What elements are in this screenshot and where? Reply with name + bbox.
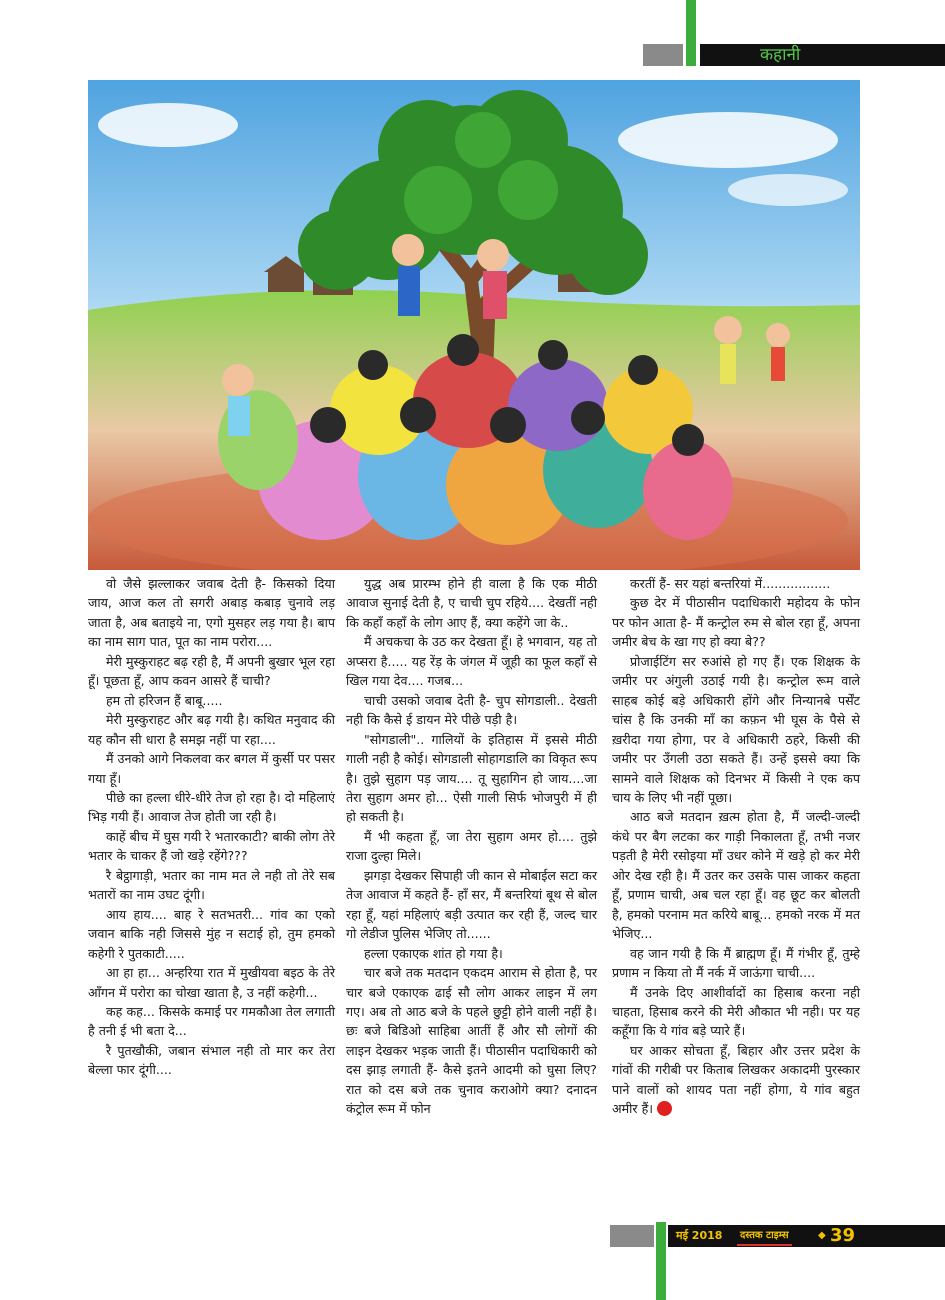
final-paragraph-text: घर आकर सोचता हूँ, बिहार और उत्तर प्रदेश के गांवों की गरीबी पर किताब लिखकर अकादमी पुरस्कार पाने वालों को शायद पता नहीं होगा, ये गांव बहुत अमीर हैं। xyxy=(612,1042,860,1117)
final-paragraph xyxy=(612,1041,860,1119)
paragraph: हम तो हरिजन हैं बाबू..... xyxy=(106,692,223,708)
paragraph: मैं उनको आगे निकलवा कर बगल में कुर्सी पर पसर गया हूँ। xyxy=(88,751,335,786)
header-green-bar xyxy=(686,0,696,66)
footer-green-bar xyxy=(656,1222,666,1300)
paragraph: "सोगडाली".. गालियों के इतिहास में इससे मीठी गाली नही है कोई। सोगडाली सोहागडालि का विकृत रूप है। तुझे सुहाग पड़ जाय.... तू सुहागिन हो जाय....जा तेरा सुहाग अमर हो... ऐसी गाली सिर्फ भोजपुरी में ही हो सकती है। xyxy=(346,731,597,825)
paragraph: रै बेट्ठागाड़ी, भतार का नाम मत ले नही तो तेरे सब भतारों का नाम उघट दूंगी। xyxy=(88,867,335,903)
header-grey-block xyxy=(643,44,683,66)
paragraph: मेरी मुस्कुराहट और बढ़ गयी है। कथित मनुवाद की यह कौन सी धारा है समझ नहीं पा रहा.... xyxy=(88,712,335,747)
paragraph: प्रोजाईटिंग सर रुआंसे हो गए हैं। एक शिक्षक के जमीर पर अंगुली उठाई गयी है। कन्ट्रोल रूम वाले साहब कोई बड़े अधिकारी होंगे और निन्यानबे पर्सेंट चांस है कि उनकी माँ का कफ़न भी घूस के पैसे से ख़रीदा गया होगा, पर वे अधिकारी ठहरे, किसी की जमीर पर उँगली उठा सकते हैं। उन्हें इससे क्या कि सामने वाले शिक्षक को दिनभर में किसी ने एक कप चाय के लिए भी नहीं पूछा। xyxy=(612,653,860,805)
paragraph: मेरी मुस्कुराहट बढ़ रही है, मैं अपनी बुखार भूल रहा हूँ। पूछता हूँ, आप कवन आसरे हैं चाची? xyxy=(88,653,335,689)
section-label: कहानी xyxy=(760,45,801,65)
paragraph: मैं अचकचा के उठ कर देखता हूँ। हे भगवान, यह तो अप्सरा है..... यह रेंड़ के जंगल में जूही का फूल कहाँ से खिल गया देव.... गजब... xyxy=(346,634,597,689)
issue-date: मई 2018 xyxy=(676,1229,723,1242)
paragraph: युद्ध अब प्रारम्भ होने ही वाला है कि एक मीठी आवाज सुनाई देती है, ए चाची चुप रहिये.... देखतीं नही कि कहाँ कहाँ के लोग आए हैं, क्या कहेंगे जा के.. xyxy=(346,576,597,630)
article-column-1 xyxy=(88,574,335,1080)
paragraph: कुछ देर में पीठासीन पदाधिकारी महोदय के फोन पर फोन आता है- मैं कन्ट्रोल रुम से बोल रहा हूँ, अपना जमीर बेच के खा गए हो क्या बे?? xyxy=(612,595,860,650)
header-black-bar xyxy=(700,44,945,66)
paragraph: हल्ला एकाएक शांत हो गया है। xyxy=(364,945,503,961)
paragraph: पीछे का हल्ला धीरे-धीरे तेज हो रहा है। दो महिलाएं भिड़ गयी हैं। आवाज तेज होती जा रही है। xyxy=(88,789,335,825)
paragraph: कह कह... किसके कमाई पर गमकौआ तेल लगाती है तनी ई भी बता दे... xyxy=(88,1003,335,1039)
paragraph: मैं उनके दिए आशीर्वादों का हिसाब करना नही चाहता, हिसाब करने की मेरी औकात भी नही। पर यह कहूँगा कि ये गांव बड़े प्यारे हैं। xyxy=(612,984,860,1039)
paragraph: चाची उसको जवाब देती है- चुप सोगडाली.. देखती नही कि कैसे ई डायन मेरे पीछे पड़ी है। xyxy=(346,692,597,728)
story-illustration xyxy=(88,80,860,570)
page-number: 39 xyxy=(830,1225,856,1246)
paragraph: मैं भी कहता हूँ, जा तेरा सुहाग अमर हो.... तुझे राजा दुल्हा मिले। xyxy=(346,828,597,864)
article-column-3 xyxy=(612,574,860,1119)
paragraph: वो जैसे झल्लाकर जवाब देती है- किसको दिया जाय, आज कल तो सगरी अबाड़ कबाड़ चुनावे लड़ जाता है, अब बताइये ना, एगो मुसहर लड़ गया है। बाप का नाम साग पात, पूत का नाम परोरा.... xyxy=(88,576,335,650)
magazine-logo: दस्तक टाइम्स xyxy=(737,1228,792,1246)
paragraph: काहें बीच में घुस गयी रे भतारकाटी? बाकी लोग तेरे भतार के चाकर हैं जो खड़े रहेंगे??? xyxy=(88,828,335,864)
article-column-2 xyxy=(346,574,597,1119)
paragraph: आ हा हा... अन्हरिया रात में मुखीयवा बइठ के तेरे आँगन में परोरा का चोखा खाता है, उ नहीं कहेगी... xyxy=(88,965,335,1000)
footer-separator: ◆ xyxy=(818,1230,826,1241)
paragraph: झगड़ा देखकर सिपाही जी कान से मोबाईल सटा कर तेज आवाज में कहते हैं- हाँ सर, मैं बन्तरियां बूथ से बोल रहा हूँ, यहां महिलाएं बड़ी उत्पात कर रही हैं, जल्द चार गो लेडीज पुलिस भेजिए तो...... xyxy=(346,867,597,942)
end-mark-icon xyxy=(657,1101,672,1116)
paragraph: आठ बजे मतदान ख़त्म होता है, मैं जल्दी-जल्दी कंधे पर बैग लटका कर गाड़ी निकालता हूँ, तभी नजर पड़ती है मेरी रसोइया माँ उधर कोने में खड़े हो कर मेरी ओर देख रही है। मैं उतर कर उसके पास जाकर कहता हूँ, प्रणाम चाची, अब चल रहा हूँ। वह छूट कर बोलती है, हमको परनाम मत करिये बाबू... हमको नरक में मत भेजिए... xyxy=(612,809,860,942)
paragraph: वह जान गयी है कि मैं ब्राह्मण हूँ। मैं गंभीर हूँ, तुम्हे प्रणाम न किया तो मैं नर्क में जाऊंगा चाची.... xyxy=(612,945,860,981)
footer-grey-block xyxy=(610,1225,654,1247)
paragraph: चार बजे तक मतदान एकदम आराम से होता है, पर चार बजे एकाएक ढाई सौ लोग आकर लाइन में लग गए। अब तो आठ बजे के पहले छुट्टी होने वाली नहीं है। छः बजे बिडिओ साहिबा आतीं हैं और सौ लोगों की लाइन देखकर भड़क जाती हैं। पीठासीन पदाधिकारी को दस झाड़ लगाती हैं- कैसे इतने आदमी को घुसा लिए? रात को दस बजे तक चुनाव कराओगे क्या? दनादन कंट्रोल रूम में फोन xyxy=(346,965,597,1117)
paragraph: आय हाय.... बाह रे सतभतरी... गांव का एको जवान बाकि नही जिससे मुंह न सटाई हो, तुम हमको कहेगी रे पुतकाटी..... xyxy=(88,906,335,961)
paragraph: रै पुतखौकी, जबान संभाल नही तो मार कर तेरा बेल्ला फार दूंगी.... xyxy=(88,1042,335,1078)
paragraph: करतीं हैं- सर यहां बन्तरियां में................. xyxy=(630,576,831,591)
